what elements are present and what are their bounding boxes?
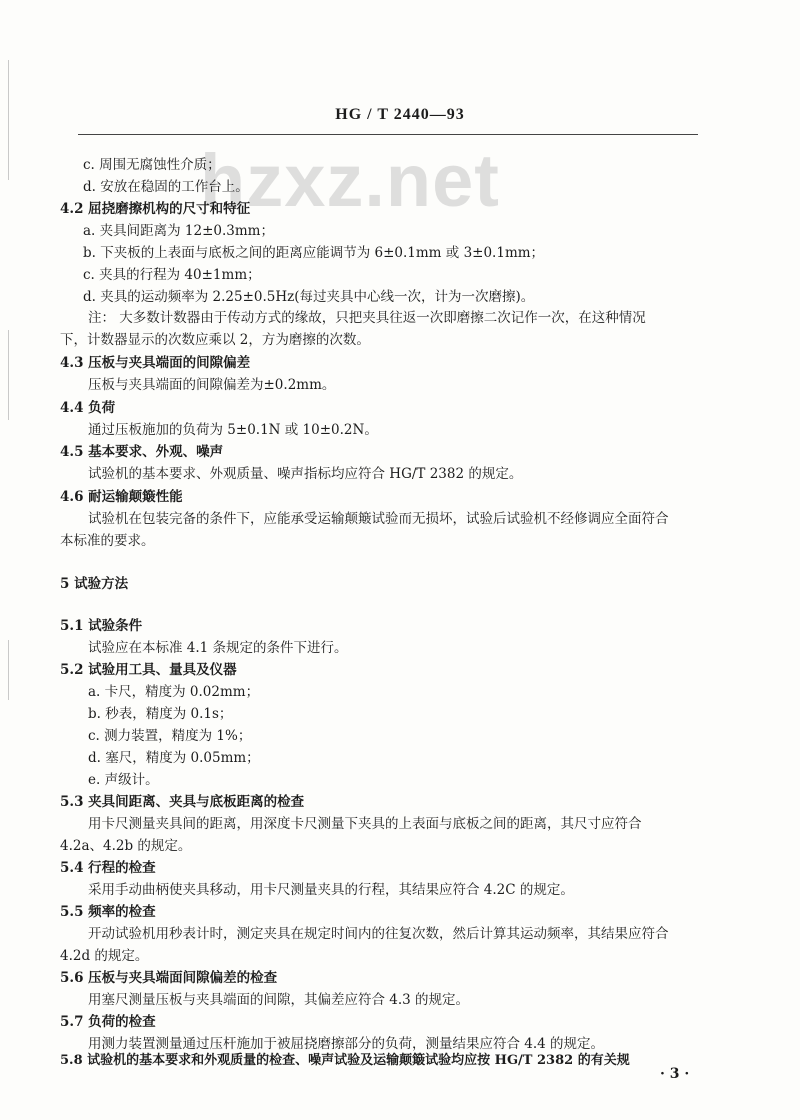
text-line: b. 下夹板的上表面与底板之间的距离应能调节为 6±0.1mm 或 3±0.1mm； (83, 245, 545, 261)
text-line: 试验应在本标准 4.1 条规定的条件下进行。 (88, 640, 348, 656)
text-line: c. 周围无腐蚀性介质； (83, 157, 221, 173)
text-line: 用塞尺测量压板与夹具端面的间隙，其偏差应符合 4.3 的规定。 (88, 992, 470, 1008)
text-line: d. 塞尺，精度为 0.05mm； (88, 750, 260, 766)
header-rule (78, 134, 698, 135)
scan-edge-mark (8, 640, 9, 700)
text-line: c. 测力装置，精度为 1%； (88, 728, 252, 744)
text-line: 通过压板施加的负荷为 5±0.1N 或 10±0.2N。 (88, 422, 378, 438)
page-number: · 3 · (660, 1066, 690, 1082)
text-line: 4.2a、4.2b 的规定。 (60, 838, 192, 854)
section-heading: 4.6 耐运输颠簸性能 (60, 489, 183, 505)
section-heading: 5.6 压板与夹具端面间隙偏差的检查 (60, 970, 278, 986)
watermark: hzxz.net (200, 139, 500, 222)
section-heading: 4.3 压板与夹具端面的间隙偏差 (60, 355, 251, 371)
section-heading: 5.4 行程的检查 (60, 860, 156, 876)
text-line: a. 卡尺，精度为 0.02mm； (88, 684, 260, 700)
section-heading: 5.8 试验机的基本要求和外观质量的检查、噪声试验及运输颠簸试验均应按 HG/T 2382 的有关规 (60, 1053, 630, 1068)
text-line: 用卡尺测量夹具间的距离，用深度卡尺测量下夹具的上表面与底板之间的距离，其尺寸应符合 (88, 816, 642, 832)
text-line: b. 秒表，精度为 0.1s； (88, 706, 233, 722)
section-heading: 5.2 试验用工具、量具及仪器 (60, 662, 237, 678)
section-heading: 5.3 夹具间距离、夹具与底板距离的检查 (60, 794, 305, 810)
text-line: 用测力装置测量通过压杆施加于被屈挠磨擦部分的负荷，测量结果应符合 4.4 的规定。 (88, 1036, 605, 1052)
section-heading: 4.2 屈挠磨擦机构的尺寸和特征 (60, 201, 251, 217)
note-line: 注： 大多数计数器由于传动方式的缘故，只把夹具往返一次即磨擦二次记作一次，在这种情况 (88, 310, 646, 326)
section-heading: 5.5 频率的检查 (60, 904, 156, 920)
text-line: 采用手动曲柄使夹具移动，用卡尺测量夹具的行程，其结果应符合 4.2C 的规定。 (88, 882, 574, 898)
section-heading: 5.1 试验条件 (60, 618, 143, 634)
chapter-heading: 5 试验方法 (60, 576, 129, 592)
text-line: 开动试验机用秒表计时，测定夹具在规定时间内的往复次数，然后计算其运动频率，其结果应符合 (88, 926, 669, 942)
scan-edge-mark (8, 330, 9, 420)
text-line: 试验机在包装完备的条件下，应能承受运输颠簸试验而无损坏，试验后试验机不经修调应全面符合 (88, 511, 669, 527)
standard-header: HG / T 2440—93 (335, 106, 465, 123)
text-line: d. 夹具的运动频率为 2.25±0.5Hz(每过夹具中心线一次，计为一次磨擦)。 (83, 289, 535, 305)
text-line: d. 安放在稳固的工作台上。 (83, 179, 249, 195)
section-heading: 5.7 负荷的检查 (60, 1014, 156, 1030)
text-line: c. 夹具的行程为 40±1mm； (83, 267, 261, 283)
text-line: 压板与夹具端面的间隙偏差为±0.2mm。 (88, 377, 336, 393)
text-line: 下，计数器显示的次数应乘以 2，方为磨擦的次数。 (60, 332, 370, 348)
text-line: e. 声级计。 (88, 772, 159, 788)
text-line: a. 夹具间距离为 12±0.3mm； (83, 223, 274, 239)
text-line: 本标准的要求。 (60, 533, 155, 549)
section-heading: 4.5 基本要求、外观、噪声 (60, 444, 224, 460)
text-line: 4.2d 的规定。 (60, 948, 149, 964)
section-heading: 4.4 负荷 (60, 400, 116, 416)
text-line: 试验机的基本要求、外观质量、噪声指标均应符合 HG/T 2382 的规定。 (88, 466, 523, 482)
